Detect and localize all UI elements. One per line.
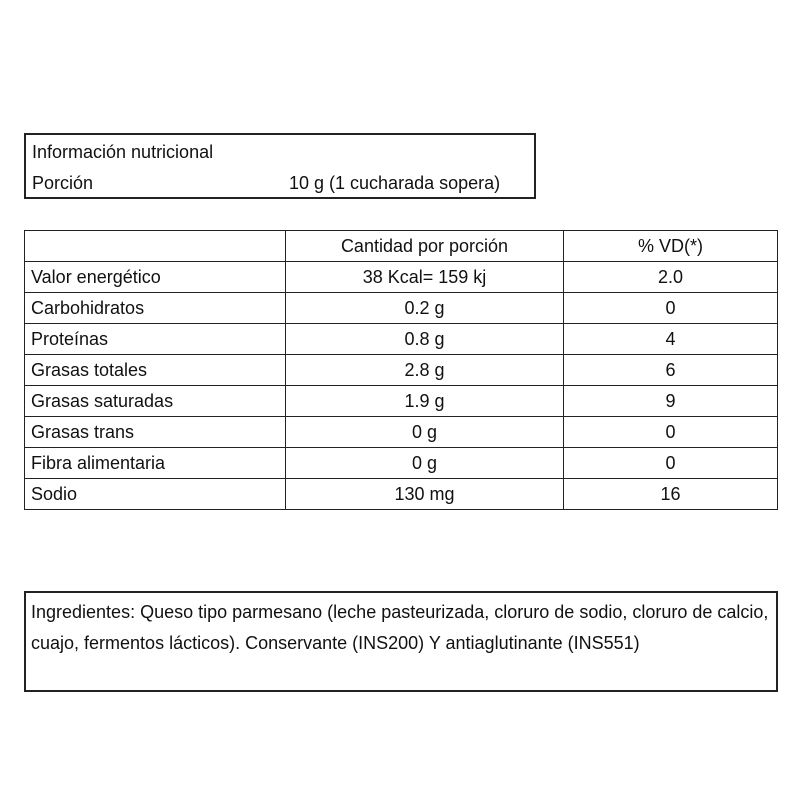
nutrient-name: Sodio <box>25 479 286 510</box>
nutrient-amount: 38 Kcal= 159 kj <box>286 262 564 293</box>
nutrient-vd: 16 <box>564 479 778 510</box>
nutrition-info-header <box>24 133 536 199</box>
header-vd: % VD(*) <box>564 231 778 262</box>
table-row <box>25 324 778 355</box>
table-row <box>25 448 778 479</box>
portion-value: 10 g (1 cucharada sopera) <box>289 173 501 193</box>
nutrient-name: Grasas totales <box>25 355 286 386</box>
nutrient-vd: 9 <box>564 386 778 417</box>
nutrient-name: Grasas trans <box>25 417 286 448</box>
header-nutrient <box>25 231 286 262</box>
nutrient-amount: 2.8 g <box>286 355 564 386</box>
nutrient-amount: 1.9 g <box>286 386 564 417</box>
nutrient-amount: 0 g <box>286 417 564 448</box>
table-row <box>25 479 778 510</box>
table-row <box>25 386 778 417</box>
title: Información nutricional <box>32 142 214 162</box>
table-row <box>25 355 778 386</box>
nutrient-name: Proteínas <box>25 324 286 355</box>
nutrient-vd: 6 <box>564 355 778 386</box>
nutrient-amount: 0.2 g <box>286 293 564 324</box>
nutrient-vd: 0 <box>564 417 778 448</box>
table-row <box>25 293 778 324</box>
header-amount: Cantidad por porción <box>286 231 564 262</box>
nutrient-amount: 0 g <box>286 448 564 479</box>
nutrient-vd: 4 <box>564 324 778 355</box>
ingredients-box: Ingredientes: Queso tipo parmesano (leche pasteurizada, cloruro de sodio, cloruro de calcio, cuajo, fermentos lácticos). Conservante (INS200) Y antiaglutinante (INS551) <box>24 591 778 692</box>
nutrient-name: Fibra alimentaria <box>25 448 286 479</box>
nutrition-table <box>24 230 778 510</box>
nutrient-vd: 0 <box>564 448 778 479</box>
table-row <box>25 417 778 448</box>
nutrient-vd: 2.0 <box>564 262 778 293</box>
nutrient-name: Carbohidratos <box>25 293 286 324</box>
nutrient-vd: 0 <box>564 293 778 324</box>
nutrient-name: Grasas saturadas <box>25 386 286 417</box>
table-row <box>25 262 778 293</box>
nutrient-name: Valor energético <box>25 262 286 293</box>
nutrient-amount: 0.8 g <box>286 324 564 355</box>
table-header <box>25 231 778 262</box>
nutrient-amount: 130 mg <box>286 479 564 510</box>
portion-label: Porción <box>32 173 94 193</box>
